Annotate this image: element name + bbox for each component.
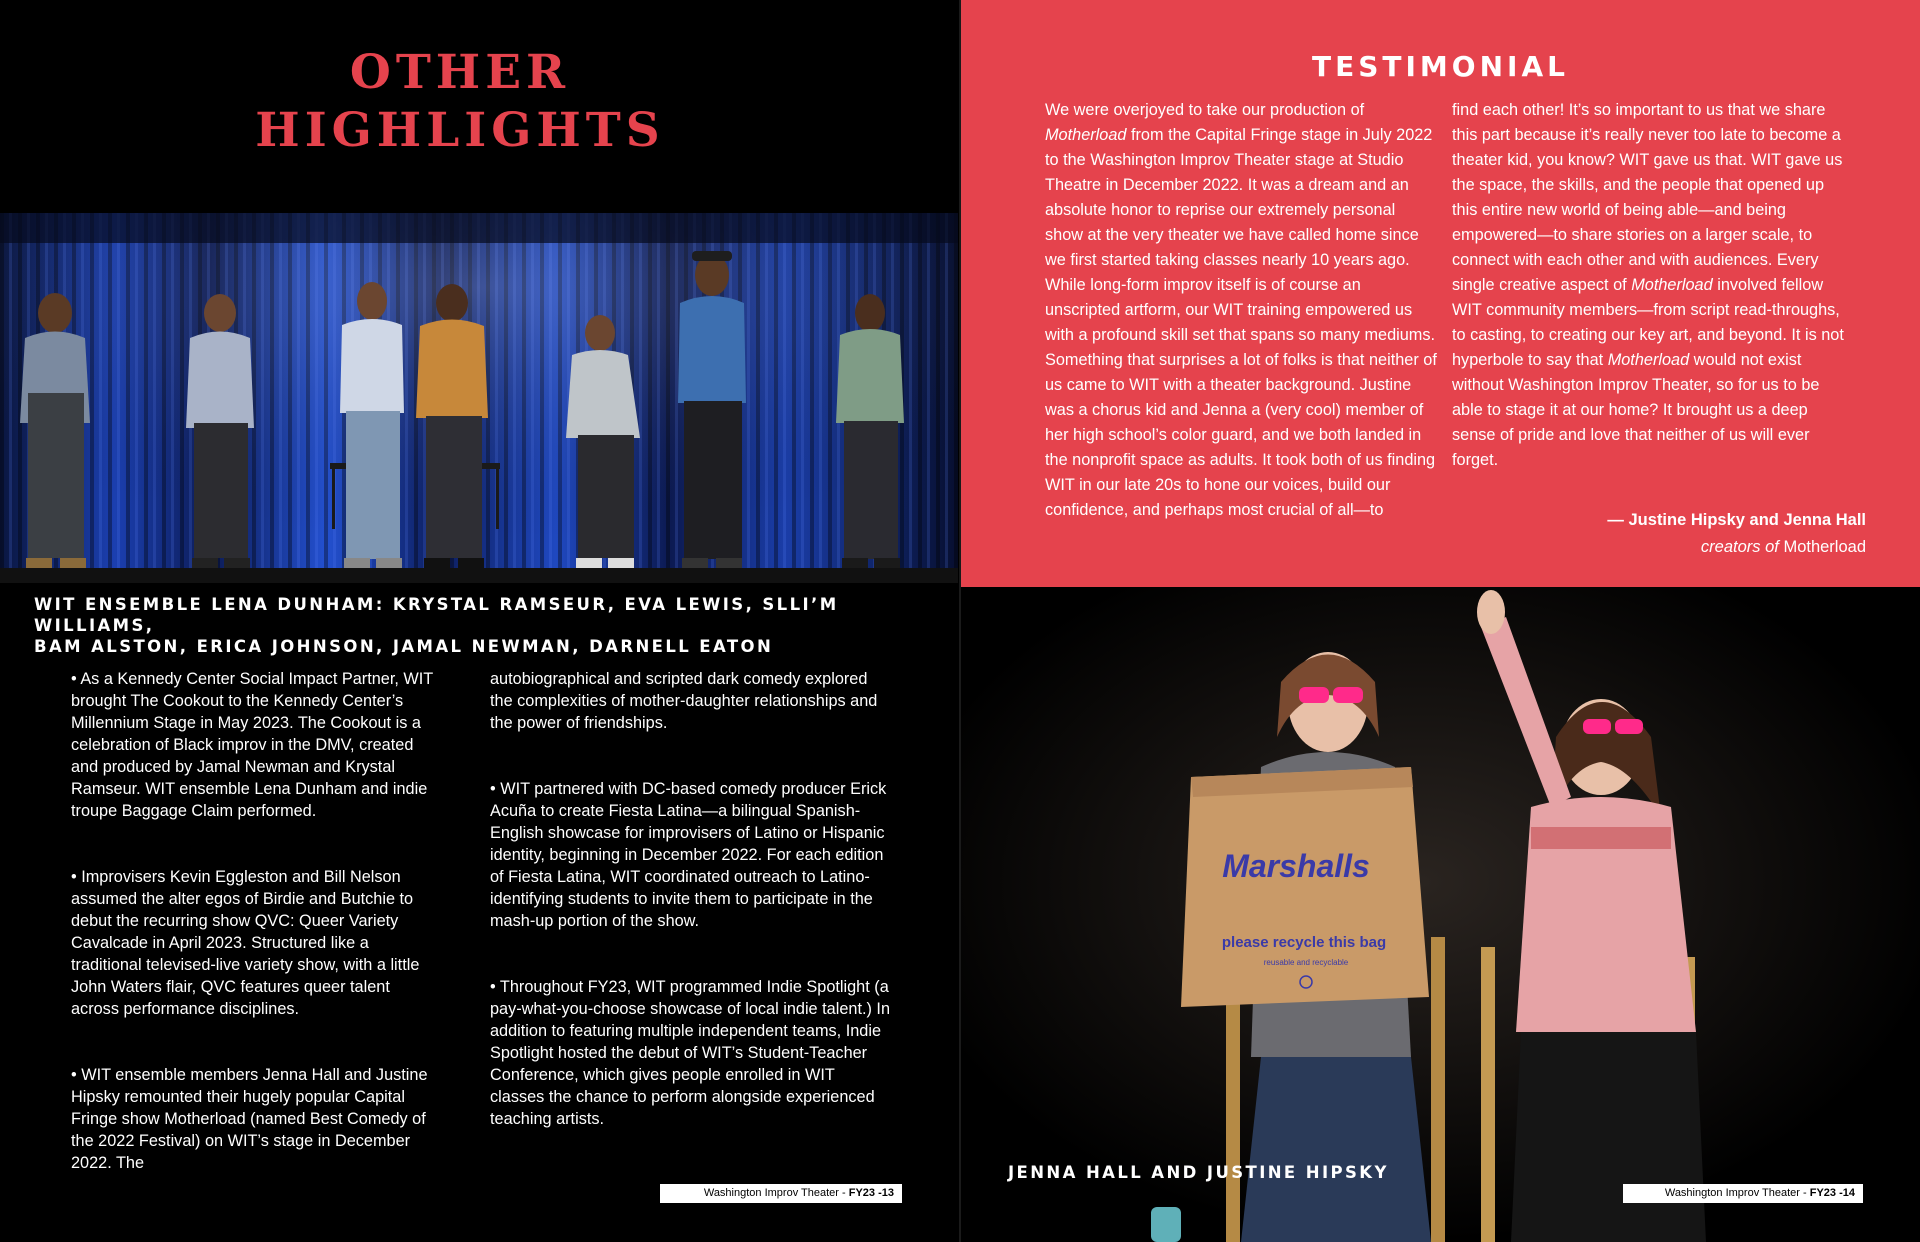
caption-line-1: WIT ENSEMBLE LENA DUNHAM: KRYSTAL RAMSEUR, EVA LEWIS, SLLI’M WILLIAMS, <box>34 595 839 635</box>
show-title: Motherload <box>1045 126 1127 144</box>
caption-line-2: BAM ALSTON, ERICA JOHNSON, JAMAL NEWMAN, DARNELL EATON <box>34 637 774 656</box>
signature-role: creators of <box>1700 538 1779 556</box>
highlights-column-2 <box>490 668 890 1130</box>
highlight-paragraph: • Throughout FY23, WIT programmed Indie Spotlight (a pay-what-you-choose showcase of local indie talent.) In addition to featuring multiple independent teams, Indie Spotlight hosted the debut of WIT’s Student-Teacher Conference, which gives people enrolled in WIT classes the chance to perform alongside experienced teaching artists. <box>490 978 891 1128</box>
signature-show-title: Motherload <box>1778 538 1866 556</box>
motherload-performance-photo <box>961 587 1920 1242</box>
testimonial-column-2 <box>1452 98 1850 473</box>
bag-slogan: please recycle this bag <box>1221 934 1387 951</box>
title-line-2: HIGHLIGHTS <box>255 103 665 158</box>
highlight-paragraph: • WIT partnered with DC-based comedy producer Erick Acuña to create Fiesta Latina—a bilingual Spanish-English showcase for improvisers of Latino or Hispanic identity, beginning in December 2022. For each edition of Fiesta Latina, WIT coordinated outreach to Latino-identifying students to invite them to participate in the mash-up portion of the show. <box>490 780 887 930</box>
testimonial-text: would not exist without Washington Improv Theater, so for us to be able to stage it at our home? It brought us a deep sense of pride and love that neither of us will ever forget. <box>1452 351 1820 469</box>
page-footer-left <box>660 1184 902 1203</box>
testimonial-text: find each other! It’s so important to us that we share this part because it’s really never too late to become a theater kid, you know? WIT gave us that. WIT gave us the space, the skills, and the people that opened up this entire new world of being able—and being empowered—to share stories on a larger scale, to connect with each other and with audiences. Every single creative aspect of <box>1452 101 1843 294</box>
testimonial-text: from the Capital Fringe stage in July 2022 to the Washington Improv Theater stage at Studio Theatre in December 2022. It was a dream and an absolute honor to reprise our extremely personal show at the very theater we have called home since we first started taking classes nearly 10 years ago. While long-form improv itself is of course an unscripted artform, our WIT training empowered us with a profound skill set that spans so many mediums. Something that surprises a lot of folks is that neither of us came to WIT with a theater background. Justine was a chorus kid and Jenna a (very cool) member of her high school’s color guard, and we both landed in the nonprofit space as adults. It took both of us finding WIT in our late 20s to hone our voices, build our confidence, and perhaps most crucial of all—to <box>1045 126 1437 519</box>
signature-names: — Justine Hipsky and Jenna Hall <box>1607 511 1866 529</box>
testimonial-column-1 <box>1045 98 1437 523</box>
testimonial-signature <box>1607 507 1866 561</box>
page-title <box>0 44 920 160</box>
show-title: Motherload <box>1631 276 1713 294</box>
testimonial-heading: TESTIMONIAL <box>1312 50 1569 83</box>
highlight-paragraph: • WIT ensemble members Jenna Hall and Justine Hipsky remounted their hugely popular Capital Fringe show Motherload (named Best Comedy of the 2022 Festival) on WIT’s stage in December 2022. The <box>71 1066 428 1172</box>
footer-page-number: FY23 -13 <box>848 1187 894 1199</box>
testimonial-text: involved fellow WIT community members—from script read-throughs, to casting, to creating our key art, and beyond. It is not hyperbole to say that <box>1452 276 1844 369</box>
highlights-column-1 <box>71 668 439 1174</box>
footer-text: Washington Improv Theater - <box>703 1187 849 1199</box>
bag-brand-logo: Marshalls <box>1222 848 1370 884</box>
footer-text: Washington Improv Theater - <box>1664 1187 1810 1199</box>
footer-page-number: FY23 -14 <box>1809 1187 1855 1199</box>
highlight-paragraph: • As a Kennedy Center Social Impact Partner, WIT brought The Cookout to the Kennedy Center’s Millennium Stage in May 2023. The Cookout is a celebration of Black improv in the DMV, created and produced by Jamal Newman and Krystal Ramseur. WIT ensemble Lena Dunham and indie troupe Baggage Claim performed. <box>71 670 433 820</box>
show-title: Motherload <box>1607 351 1690 369</box>
ensemble-stage-photo <box>0 213 958 583</box>
page-footer-right <box>1623 1184 1863 1203</box>
ensemble-photo-caption <box>34 594 934 657</box>
highlight-paragraph: autobiographical and scripted dark comedy explored the complexities of mother-daughter relationships and the power of friendships. <box>490 670 878 732</box>
motherload-photo-caption: JENNA HALL AND JUSTINE HIPSKY <box>1008 1163 1389 1182</box>
testimonial-panel <box>961 0 1920 587</box>
testimonial-text: We were overjoyed to take our production of <box>1045 101 1365 119</box>
bag-small-print: reusable and recyclable <box>1263 958 1349 967</box>
highlight-paragraph: • Improvisers Kevin Eggleston and Bill Nelson assumed the alter egos of Birdie and Butchie to debut the recurring show QVC: Queer Variety Cavalcade in April 2023. Structured like a traditional televised-live variety show, with a little John Waters flair, QVC features queer talent across performance disciplines. <box>71 868 420 1018</box>
title-line-1: OTHER <box>349 45 571 100</box>
